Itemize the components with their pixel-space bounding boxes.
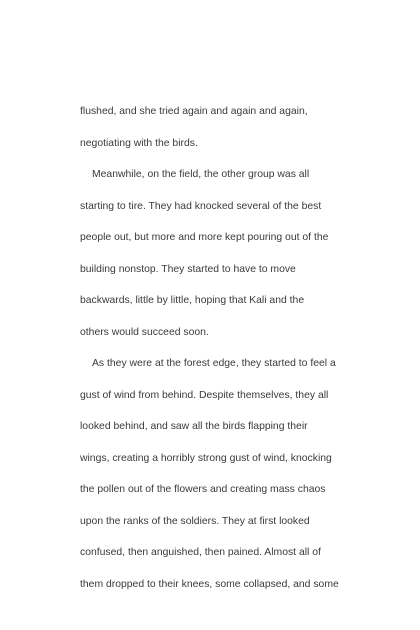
text-line: them dropped to their knees, some collapsed, and some <box>80 578 339 590</box>
text-line: others would succeed soon. <box>80 326 209 338</box>
text-line: starting to tire. They had knocked several of the best <box>80 200 322 212</box>
text-line: building nonstop. They started to have to move <box>80 263 296 275</box>
text-line: the pollen out of the flowers and creating mass chaos <box>80 484 326 495</box>
text-line: people out, but more and more kept pouring out of the <box>80 232 329 243</box>
text-line: backwards, little by little, hoping that Kali and the <box>80 295 305 306</box>
text-line: upon the ranks of the soldiers. They at first looked <box>80 515 310 527</box>
text-line: confused, then anguished, then pained. Almost all of <box>80 547 321 558</box>
text-line: looked behind, and saw all the birds flapping their <box>80 421 308 432</box>
body-text <box>80 96 362 600</box>
paragraph-start-line: As they were at the forest edge, they started to feel a <box>92 358 336 369</box>
text-line: flushed, and she tried again and again and again, <box>80 106 308 117</box>
text-line: wings, creating a horribly strong gust of wind, knocking <box>80 452 332 464</box>
text-line: gust of wind from behind. Despite themselves, they all <box>80 389 329 401</box>
paragraph-start-line: Meanwhile, on the field, the other group was all <box>92 169 310 180</box>
text-line: negotiating with the birds. <box>80 137 198 149</box>
